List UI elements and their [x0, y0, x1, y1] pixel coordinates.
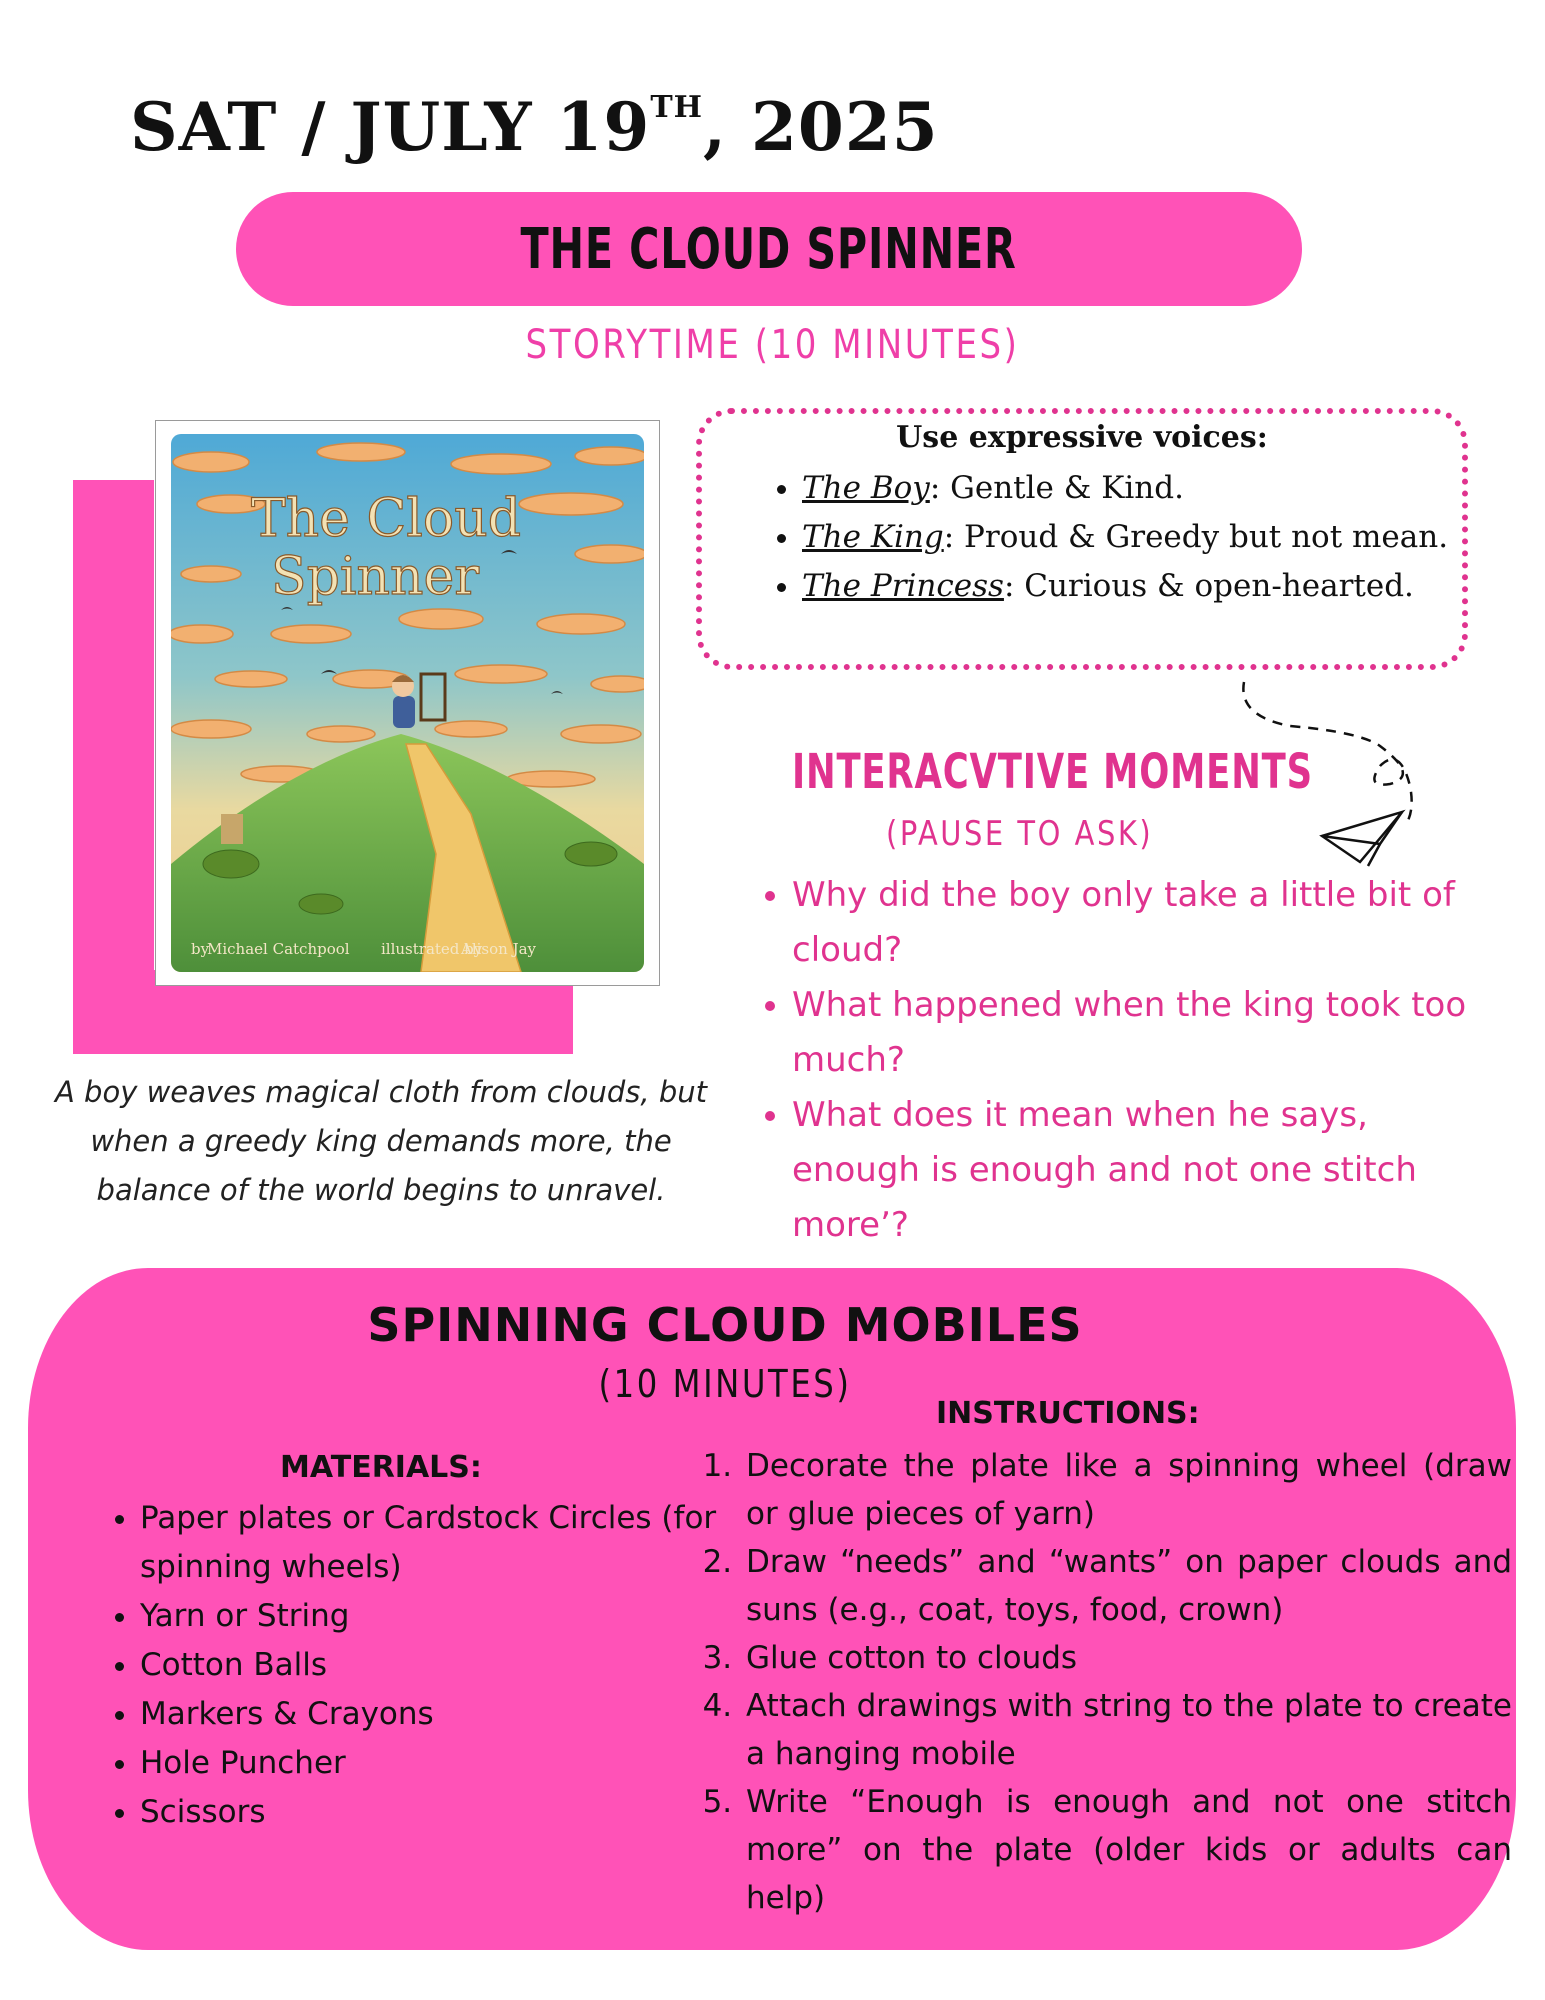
materials-heading: MATERIALS:: [280, 1450, 482, 1485]
event-date: [130, 88, 939, 166]
date-ordinal-suffix: TH: [650, 90, 704, 125]
cover-illustrated-by-label: illustrated by: [381, 940, 483, 958]
voice-description: : Curious & open-hearted.: [1003, 568, 1414, 604]
instruction-step: 5. Write “Enough is enough and not one stitch more” on the plate (older kids or adults can help): [742, 1778, 1512, 1922]
storytime-label: STORYTIME (10 MINUTES): [525, 322, 1020, 368]
material-item: • Markers & Crayons: [140, 1690, 740, 1739]
pause-to-ask-label: (PAUSE TO ASK): [886, 814, 1154, 854]
questions-list: [752, 868, 1492, 1253]
voice-character: The Princess: [802, 568, 1004, 604]
material-item: • Cotton Balls: [140, 1641, 740, 1690]
question-item: • Why did the boy only take a little bit of cloud?: [792, 868, 1492, 978]
materials-list: [100, 1494, 740, 1837]
voice-description: : Proud & Greedy but not mean.: [943, 519, 1449, 555]
activity-title: SPINNING CLOUD MOBILES: [367, 1298, 1083, 1352]
voice-description: : Gentle & Kind.: [929, 470, 1184, 506]
cover-by-label: by: [191, 940, 210, 958]
question-item: • What does it mean when he says, enough is enough and not one stitch more’?: [792, 1088, 1492, 1253]
material-item: • Paper plates or Cardstock Circles (for spinning wheels): [140, 1494, 740, 1592]
date-year: , 2025: [703, 88, 939, 166]
instruction-step: 2. Draw “needs” and “wants” on paper clouds and suns (e.g., coat, toys, food, crown): [742, 1538, 1512, 1634]
material-item: • Scissors: [140, 1788, 740, 1837]
voice-item: [802, 513, 1492, 562]
voices-list: [762, 464, 1492, 611]
cover-author: Michael Catchpool: [207, 940, 350, 958]
activity-duration: (10 MINUTES): [598, 1362, 852, 1406]
cover-title-line1: The Cloud: [251, 489, 521, 549]
instruction-step: 1. Decorate the plate like a spinning wheel (draw or glue pieces of yarn): [742, 1442, 1512, 1538]
instructions-heading: INSTRUCTIONS:: [936, 1396, 1200, 1431]
page-title: THE CLOUD SPINNER: [520, 216, 1018, 282]
voice-item: [802, 562, 1492, 611]
instruction-step: 3. Glue cotton to clouds: [742, 1634, 1512, 1682]
voice-character: The King: [802, 519, 944, 555]
voices-heading: Use expressive voices:: [896, 420, 1268, 455]
material-item: • Yarn or String: [140, 1592, 740, 1641]
question-item: • What happened when the king took too much?: [792, 978, 1492, 1088]
book-cover-illustration: [171, 434, 644, 972]
material-item: • Hole Puncher: [140, 1739, 740, 1788]
cover-illustrator: Alison Jay: [461, 940, 537, 958]
voice-item: [802, 464, 1492, 513]
instruction-step: 4. Attach drawings with string to the plate to create a hanging mobile: [742, 1682, 1512, 1778]
date-prefix: SAT / JULY 19: [130, 88, 651, 166]
castle-tower: [221, 814, 243, 844]
book-summary-caption: A boy weaves magical cloth from clouds, but when a greedy king demands more, the balance of the world begins to unravel.: [54, 1075, 708, 1207]
voice-character: The Boy: [802, 470, 930, 506]
title-banner: [236, 192, 1302, 306]
instructions-list: [700, 1442, 1512, 1922]
interactive-moments-heading: INTERACVTIVE MOMENTS: [792, 744, 1313, 800]
cover-title-line2: Spinner: [271, 547, 480, 607]
book-cover-image: [171, 434, 644, 972]
